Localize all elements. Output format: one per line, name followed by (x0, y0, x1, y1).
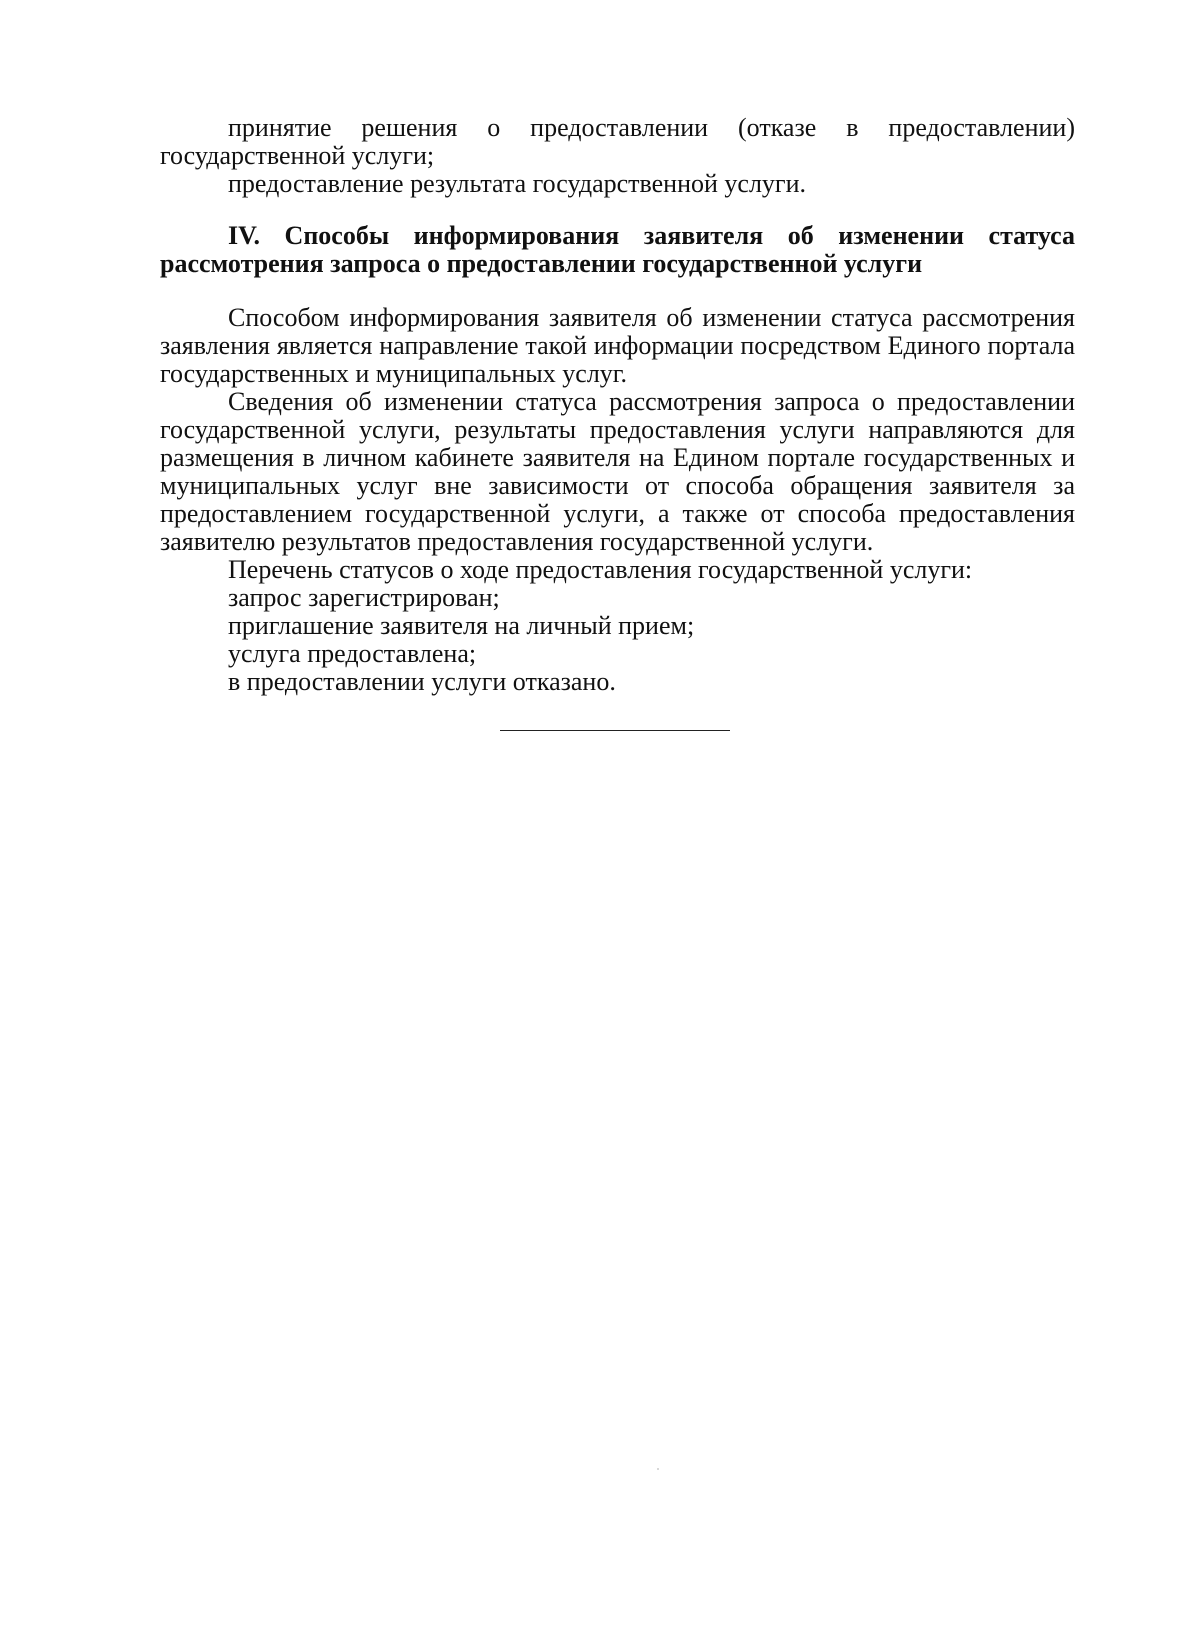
status-item-provided: услуга предоставлена; (228, 639, 477, 668)
intro-item-result: предоставление результата государственной услуги. (228, 169, 807, 198)
status-item-refused: в предоставлении услуги отказано. (228, 667, 616, 696)
section-heading: IV. Способы информирования заявителя об изменении статуса рассмотрения запроса о предоставлении государственной услуги (160, 221, 1075, 278)
scan-speck (657, 1468, 659, 1470)
status-list-intro: Перечень статусов о ходе предоставления государственной услуги: (228, 555, 973, 584)
paragraph-notification-method: Способом информирования заявителя об изменении статуса рассмотрения заявления является направление такой информации посредством Единого портала государственных и муниципальных услуг. (160, 303, 1075, 388)
document-body (160, 114, 1075, 696)
status-item-invitation: приглашение заявителя на личный прием; (228, 611, 695, 640)
end-divider-line (500, 730, 730, 731)
intro-item-decision: принятие решения о предоставлении (отказе в предоставлении) государственной услуги; (160, 113, 1075, 170)
status-item-registered: запрос зарегистрирован; (228, 583, 500, 612)
paragraph-status-information: Сведения об изменении статуса рассмотрения запроса о предоставлении государственной услуги, результаты предоставления услуги направляются для размещения в личном кабинете заявителя на Едином портале государственных и муниципальных услуг вне зависимости от способа обращения заявителя за предоставлением государственной услуги, а также от способа предоставления заявителю результатов предоставления государственной услуги. (160, 387, 1075, 556)
